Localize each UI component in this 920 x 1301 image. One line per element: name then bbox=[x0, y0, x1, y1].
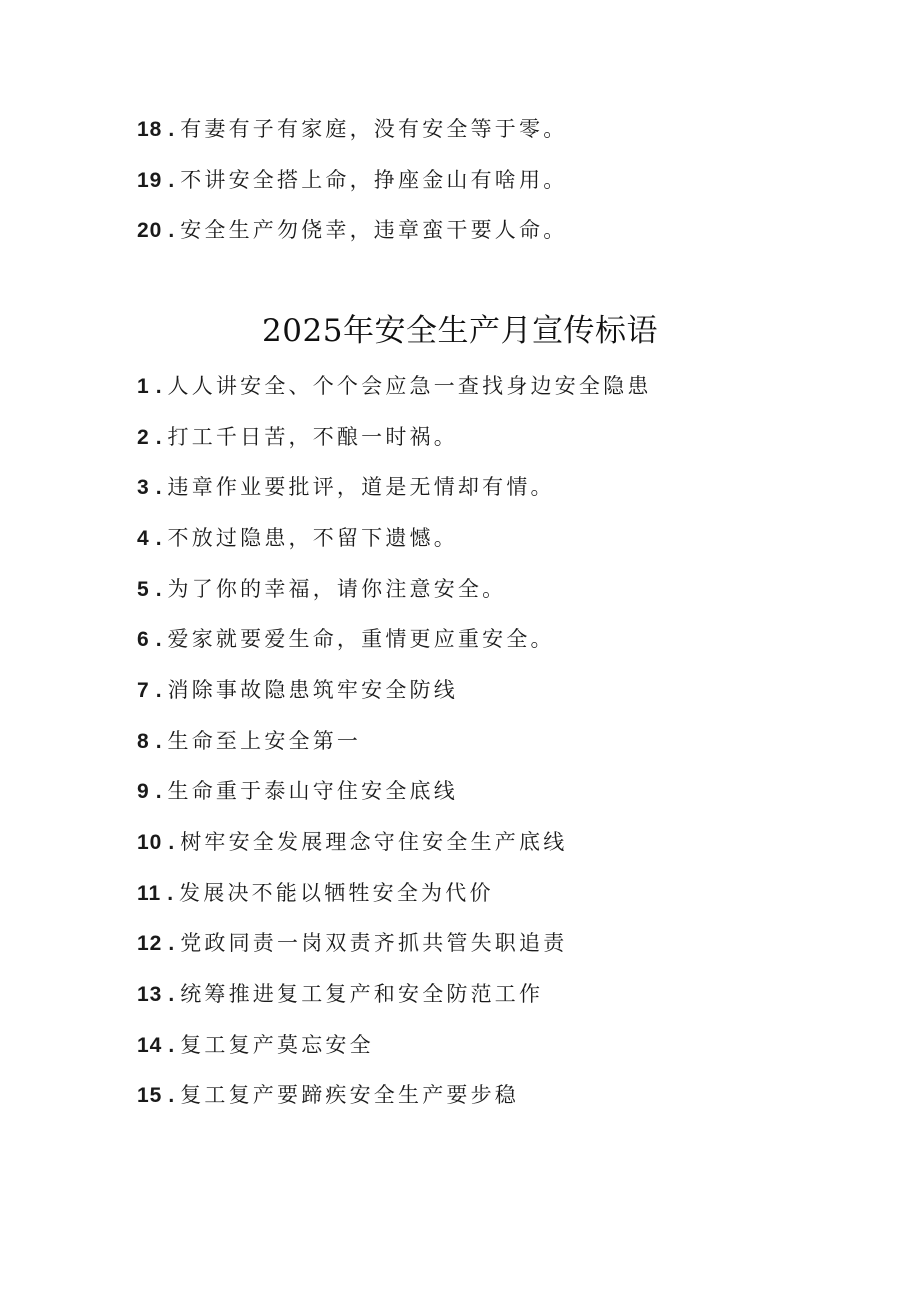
item-dot: . bbox=[168, 219, 175, 242]
item-dot: . bbox=[155, 476, 162, 499]
list-item bbox=[137, 1030, 374, 1060]
item-text: 不放过隐患，不留下遗憾。 bbox=[167, 526, 458, 550]
item-number: 2 bbox=[137, 426, 150, 449]
item-dot: . bbox=[155, 628, 162, 651]
item-dot: . bbox=[168, 169, 175, 192]
item-dot: . bbox=[168, 1084, 175, 1107]
item-number: 12 bbox=[137, 932, 163, 955]
item-number: 15 bbox=[137, 1084, 163, 1107]
item-number: 5 bbox=[137, 578, 150, 601]
list-item bbox=[137, 624, 555, 654]
item-text: 生命至上安全第一 bbox=[167, 729, 362, 753]
item-text: 为了你的幸福，请你注意安全。 bbox=[167, 577, 507, 601]
list-item bbox=[137, 928, 567, 958]
item-number: 1 bbox=[137, 375, 150, 398]
list-item bbox=[137, 114, 567, 144]
item-number: 7 bbox=[137, 679, 150, 702]
item-dot: . bbox=[168, 1034, 175, 1057]
list-item bbox=[137, 827, 567, 857]
item-text: 打工千日苦，不酿一时祸。 bbox=[167, 425, 458, 449]
item-text: 爱家就要爱生命，重情更应重安全。 bbox=[167, 627, 555, 651]
list-item bbox=[137, 574, 506, 604]
item-text: 复工复产要蹄疾安全生产要步稳 bbox=[180, 1083, 520, 1107]
list-item bbox=[137, 371, 652, 401]
item-number: 9 bbox=[137, 780, 150, 803]
item-dot: . bbox=[155, 527, 162, 550]
item-dot: . bbox=[155, 730, 162, 753]
item-text: 违章作业要批评，道是无情却有情。 bbox=[167, 475, 555, 499]
item-text: 党政同责一岗双责齐抓共管失职追责 bbox=[180, 931, 568, 955]
item-text: 发展决不能以牺牲安全为代价 bbox=[179, 881, 494, 905]
list-item bbox=[137, 878, 494, 908]
list-item bbox=[137, 472, 555, 502]
list-item bbox=[137, 776, 458, 806]
list-item bbox=[137, 165, 567, 195]
item-text: 安全生产勿侥幸，违章蛮干要人命。 bbox=[180, 218, 568, 242]
item-dot: . bbox=[155, 780, 162, 803]
item-dot: . bbox=[168, 831, 175, 854]
item-number: 18 bbox=[137, 118, 163, 141]
item-dot: . bbox=[168, 118, 175, 141]
item-dot: . bbox=[168, 983, 175, 1006]
item-text: 树牢安全发展理念守住安全生产底线 bbox=[180, 830, 568, 854]
list-item bbox=[137, 1080, 519, 1110]
list-item bbox=[137, 726, 361, 756]
list-item bbox=[137, 979, 543, 1009]
item-text: 生命重于泰山守住安全底线 bbox=[167, 779, 458, 803]
item-number: 6 bbox=[137, 628, 150, 651]
item-text: 统筹推进复工复产和安全防范工作 bbox=[180, 982, 544, 1006]
item-text: 消除事故隐患筑牢安全防线 bbox=[167, 678, 458, 702]
item-dot: . bbox=[155, 375, 162, 398]
item-number: 20 bbox=[137, 219, 163, 242]
item-dot: . bbox=[155, 679, 162, 702]
item-text: 复工复产莫忘安全 bbox=[180, 1033, 374, 1057]
item-text: 有妻有子有家庭，没有安全等于零。 bbox=[180, 117, 568, 141]
item-number: 4 bbox=[137, 527, 150, 550]
item-number: 3 bbox=[137, 476, 150, 499]
section-title: 2025年安全生产月宣传标语 bbox=[262, 313, 658, 349]
list-item bbox=[137, 675, 458, 705]
item-number: 11 bbox=[137, 882, 162, 905]
list-item bbox=[137, 215, 567, 245]
item-number: 10 bbox=[137, 831, 163, 854]
item-number: 19 bbox=[137, 169, 163, 192]
item-number: 8 bbox=[137, 730, 150, 753]
item-text: 人人讲安全、个个会应急一查找身边安全隐患 bbox=[167, 374, 652, 398]
item-dot: . bbox=[155, 578, 162, 601]
list-item bbox=[137, 422, 458, 452]
item-text: 不讲安全搭上命，挣座金山有啥用。 bbox=[180, 168, 568, 192]
item-dot: . bbox=[168, 932, 175, 955]
item-dot: . bbox=[155, 426, 162, 449]
item-dot: . bbox=[167, 882, 174, 905]
item-number: 13 bbox=[137, 983, 163, 1006]
list-item bbox=[137, 523, 458, 553]
item-number: 14 bbox=[137, 1034, 163, 1057]
